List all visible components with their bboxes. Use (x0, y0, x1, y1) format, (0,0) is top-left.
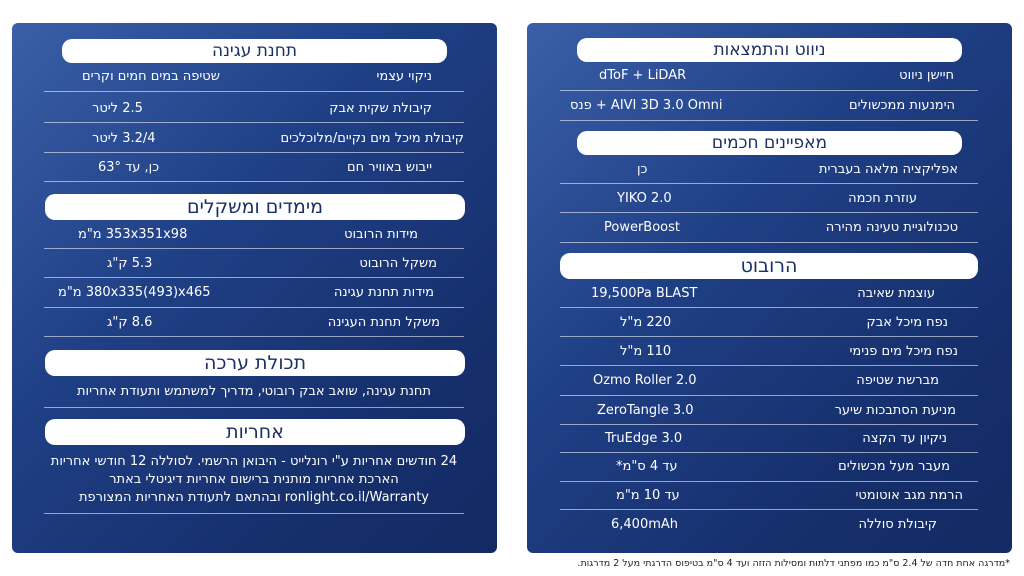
spec-label: ייבוש באוויר חם (346, 160, 432, 175)
warranty-text (44, 453, 464, 507)
spec-value: AIVI 3D 3.0 Omni + פנס (570, 98, 723, 113)
divider (560, 395, 978, 396)
divider (44, 407, 464, 408)
divider (560, 307, 978, 308)
spec-label: קיבולת סוללה (858, 517, 937, 532)
spec-value: Ozmo Roller 2.0 (593, 373, 697, 388)
spec-value: עד 10 מ"מ (616, 488, 680, 503)
divider (560, 336, 978, 337)
spec-label: מידות הרובוט (344, 227, 418, 242)
left-spec-panel (12, 23, 497, 553)
spec-label: חיישן ניווט (899, 68, 954, 83)
spec-value: 8.6 ק"ג (107, 315, 153, 330)
spec-label: עוזרת חכמה (848, 191, 917, 206)
divider (44, 513, 464, 514)
spec-label: משקל תחנת העגינה (327, 315, 440, 330)
right-spec-panel (527, 23, 1012, 553)
warranty-line: הארכת אחריות מותנית ברישום אחריות דיגיטלי באתר (109, 472, 399, 487)
spec-label: ניקיון עד הקצה (862, 431, 947, 446)
robot-title: הרובוט (560, 253, 978, 279)
box-contents-text: תחנת עגינה, שואב אבק רובוטי, מדריך למשתמש ותעודת אחריות (77, 384, 431, 399)
spec-label: קיבולת שקית אבק (329, 101, 432, 116)
spec-value: 19,500Pa BLAST (591, 286, 698, 301)
divider (44, 181, 464, 182)
divider (560, 509, 978, 510)
spec-label: משקל הרובוט (359, 256, 437, 271)
warranty-line: 24 חודשים אחריות ע"י רונלייט - היבואן הרשמי. לסוללה 12 חודשי אחריות (50, 454, 458, 469)
spec-value: כן (637, 162, 648, 177)
spec-label: טכנולוגיית טעינה מהירה (825, 220, 958, 235)
dimensions-title: מימדים ומשקלים (45, 194, 465, 220)
divider (560, 365, 978, 366)
divider (44, 91, 464, 92)
spec-label: מעבר מעל מכשולים (838, 459, 950, 474)
divider (560, 183, 978, 184)
spec-value: 353x351x98 מ"מ (78, 227, 188, 242)
spec-label: ניקוי עצמי (376, 69, 432, 84)
spec-value: 6,400mAh (611, 517, 679, 532)
divider (44, 248, 464, 249)
spec-label: קיבולת מיכל מים נקיים/מלוכלכים (280, 131, 464, 146)
divider (560, 424, 978, 425)
spec-label: נפח מיכל מים פנימי (849, 344, 958, 359)
spec-value: TruEdge 3.0 (605, 431, 683, 446)
divider (560, 481, 978, 482)
spec-label: מידות תחנת עגינה (333, 285, 434, 300)
warranty-title: אחריות (45, 419, 465, 445)
spec-value: 380x335(493)x465 מ"מ (58, 285, 211, 300)
divider (44, 122, 464, 123)
divider (44, 336, 464, 337)
divider (560, 90, 978, 91)
spec-value: 3.2/4 ליטר (92, 131, 156, 146)
spec-label: נפח מיכל אבק (866, 315, 948, 330)
divider (44, 152, 464, 153)
spec-value: 2.5 ליטר (92, 101, 143, 116)
spec-value: 220 מ"ל (620, 315, 672, 330)
spec-value: ZeroTangle 3.0 (597, 403, 694, 418)
box-contents-title: תכולת ערכה (45, 350, 465, 376)
spec-value: 110 מ"ל (620, 344, 672, 359)
spec-value: dToF + LiDAR (599, 68, 687, 83)
spec-label: הימנעות ממכשולים (849, 98, 955, 113)
spec-label: אפליקציה מלאה בעברית (818, 162, 958, 177)
spec-value: PowerBoost (604, 220, 681, 235)
footnote: *מדרגה אחת חדה של 2.4 ס"מ כמו מפתני דלתות ומסילות הזזה ועד 4 ס"מ בטיפוס הדרגתי מעל 2 מדרגות. (577, 558, 1010, 569)
spec-value: 5.3 ק"ג (107, 256, 153, 271)
spec-label: עוצמת שאיבה (857, 286, 935, 301)
divider (560, 212, 978, 213)
spec-label: מברשת שטיפה (856, 373, 939, 388)
navigation-title: ניווט והתמצאות (577, 38, 962, 62)
spec-value: שטיפה במים חמים וקרים (82, 69, 220, 84)
warranty-line: ronlight.co.il/Warranty ובהתאם לתעודת האחריות המצורפת (78, 490, 430, 505)
divider (560, 242, 978, 243)
divider (44, 307, 464, 308)
spec-value: עד 4 ס"מ* (616, 459, 678, 474)
spec-label: הרמת מגב אוטומטי (855, 488, 963, 503)
spec-label: מניעת הסתבכות שיער (834, 403, 956, 418)
spec-value: YIKO 2.0 (617, 191, 672, 206)
divider (560, 120, 978, 121)
docking-station-title: תחנת עגינה (62, 39, 447, 63)
spec-value: כן, עד 63° (98, 160, 160, 175)
divider (560, 452, 978, 453)
smart-features-title: מאפיינים חכמים (577, 131, 962, 155)
divider (44, 277, 464, 278)
